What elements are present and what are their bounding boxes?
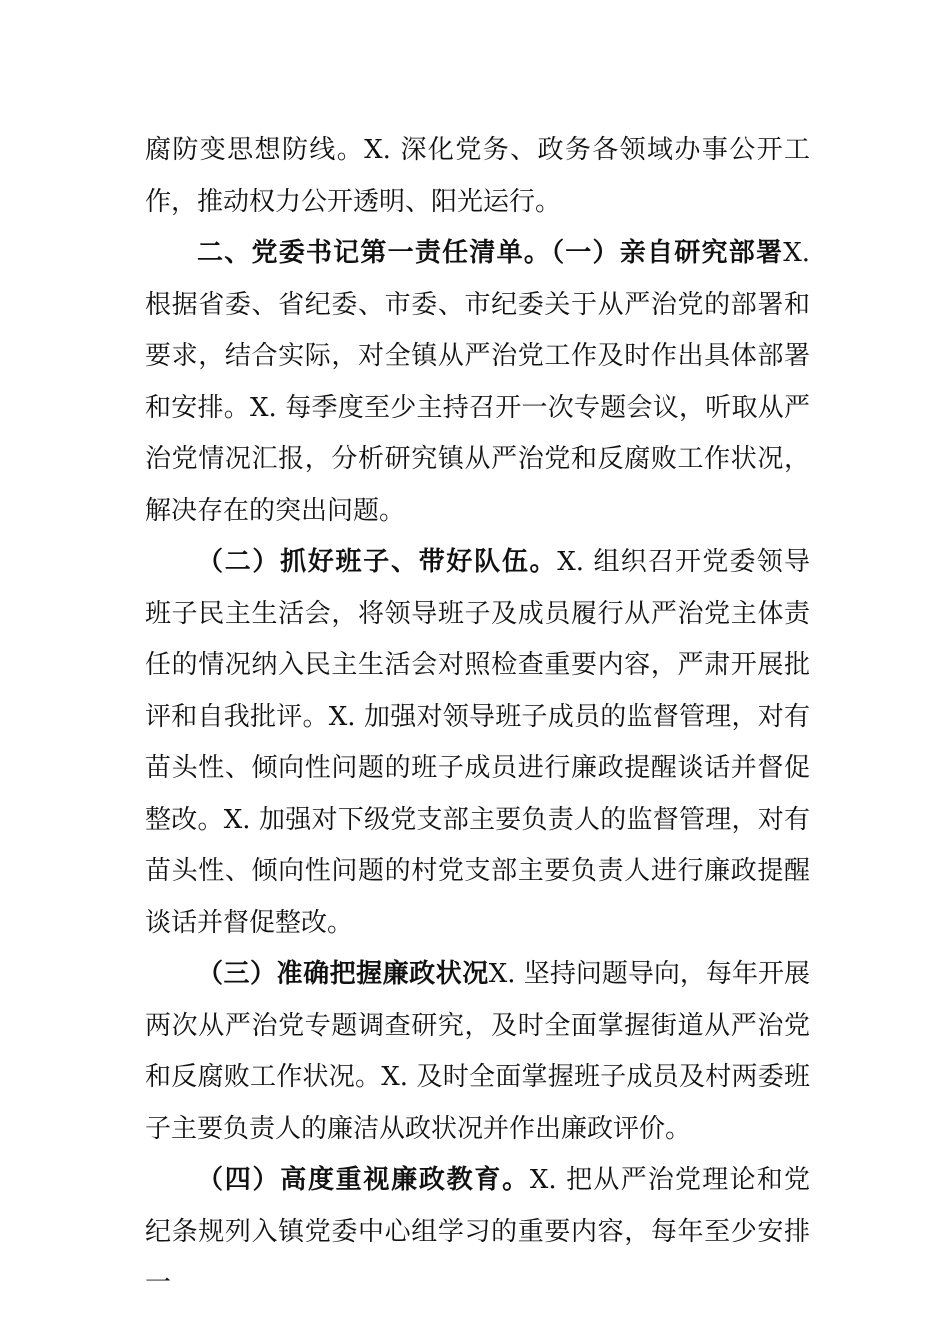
paragraph-continuation — [145, 125, 810, 228]
subsection-heading: （二）抓好班子、带好队伍。 — [197, 547, 558, 577]
document-page — [145, 125, 810, 1310]
subsection-heading: （四）高度重视廉政教育。 — [197, 1165, 530, 1195]
paragraph-subsection-two — [145, 537, 810, 949]
paragraph-section-two — [145, 228, 810, 537]
section-heading: 二、党委书记第一责任清单。（一）亲自研究部署 — [197, 238, 784, 268]
paragraph-text: X. 坚持问题导向，每年开展两次从严治党专题调查研究，及时全面掌握街道从严治党和反腐败工作状况。X. 及时全面掌握班子成员及村两委班子主要负责人的廉洁从政状况并作出廉政评价。 — [145, 959, 810, 1144]
subsection-heading: （三）准确把握廉政状况 — [197, 959, 489, 989]
paragraph-subsection-four — [145, 1155, 810, 1310]
paragraph-subsection-three — [145, 949, 810, 1155]
paragraph-text: X. 根据省委、省纪委、市委、市纪委关于从严治党的部署和要求，结合实际，对全镇从严治党工作及时作出具体部署和安排。X. 每季度至少主持召开一次专题会议，听取从严治党情况汇报，分析研究镇从严治党和反腐败工作状况，解决存在的突出问题。 — [145, 238, 810, 526]
paragraph-text: X. 组织召开党委领导班子民主生活会，将领导班子及成员履行从严治党主体责任的情况纳入民主生活会对照检查重要内容，严肃开展批评和自我批评。X. 加强对领导班子成员的监督管理，对有苗头性、倾向性问题的班子成员进行廉政提醒谈话并督促整改。X. 加强对下级党支部主要负责人的监督管理，对有苗头性、倾向性问题的村党支部主要负责人进行廉政提醒谈话并督促整改。 — [145, 547, 810, 938]
paragraph-text: X. 把从严治党理论和党纪条规列入镇党委中心组学习的重要内容，每年至少安排一 — [145, 1165, 810, 1298]
paragraph-text: 腐防变思想防线。X. 深化党务、政务各领域办事公开工作，推动权力公开透明、阳光运行。 — [145, 135, 810, 217]
